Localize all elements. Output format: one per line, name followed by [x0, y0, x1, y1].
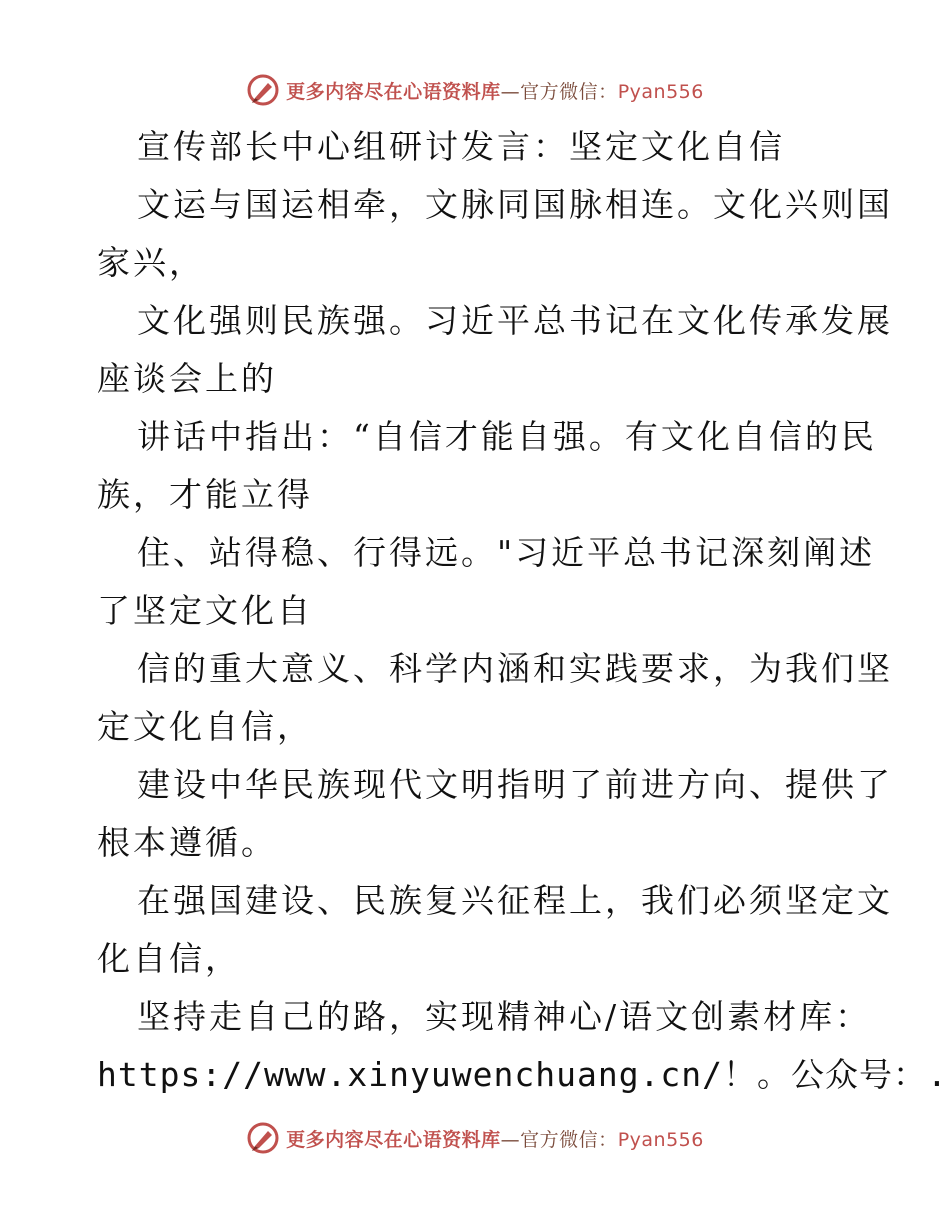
footer-part3: Pyan556 — [617, 1128, 704, 1151]
doc-line: 家兴， — [97, 243, 205, 282]
pen-logo-icon — [246, 73, 280, 107]
doc-line: 根本遵循。 — [97, 823, 277, 862]
doc-line: 定文化自信， — [97, 707, 313, 746]
doc-line: 信的重大意义、科学内涵和实践要求，为我们坚 — [137, 649, 893, 688]
document-body — [97, 118, 948, 1104]
doc-line: 族，才能立得 — [97, 475, 313, 514]
pen-logo-icon — [246, 1121, 280, 1155]
header-part3: Pyan556 — [617, 80, 704, 103]
footer-part2: —官方微信： — [500, 1128, 618, 1151]
footer-banner — [0, 1118, 950, 1158]
doc-line: 住、站得稳、行得远。"习近平总书记深刻阐述 — [137, 533, 876, 572]
header-banner-text — [286, 77, 704, 104]
doc-line: 化自信， — [97, 939, 241, 978]
doc-line: 了坚定文化自 — [97, 591, 313, 630]
header-part2: —官方微信： — [500, 80, 618, 103]
doc-url-line: https://www.xinyuwenchuang.cn/！。公众号：. — [97, 1055, 948, 1094]
footer-banner-text — [286, 1125, 704, 1152]
doc-line: 讲话中指出：“自信才能自强。有文化自信的民 — [137, 417, 877, 456]
doc-line: 建设中华民族现代文明指明了前进方向、提供了 — [137, 765, 893, 804]
doc-line: 在强国建设、民族复兴征程上，我们必须坚定文 — [137, 881, 893, 920]
doc-line: 文化强则民族强。习近平总书记在文化传承发展 — [137, 301, 893, 340]
doc-line: 坚持走自己的路，实现精神心/语文创素材库： — [137, 997, 872, 1036]
doc-line: 文运与国运相牵，文脉同国脉相连。文化兴则国 — [137, 185, 893, 224]
header-part1: 更多内容尽在心语资料库 — [286, 80, 501, 103]
doc-line: 座谈会上的 — [97, 359, 277, 398]
footer-part1: 更多内容尽在心语资料库 — [286, 1128, 501, 1151]
doc-title: 宣传部长中心组研讨发言：坚定文化自信 — [137, 127, 785, 166]
header-banner — [0, 70, 950, 110]
